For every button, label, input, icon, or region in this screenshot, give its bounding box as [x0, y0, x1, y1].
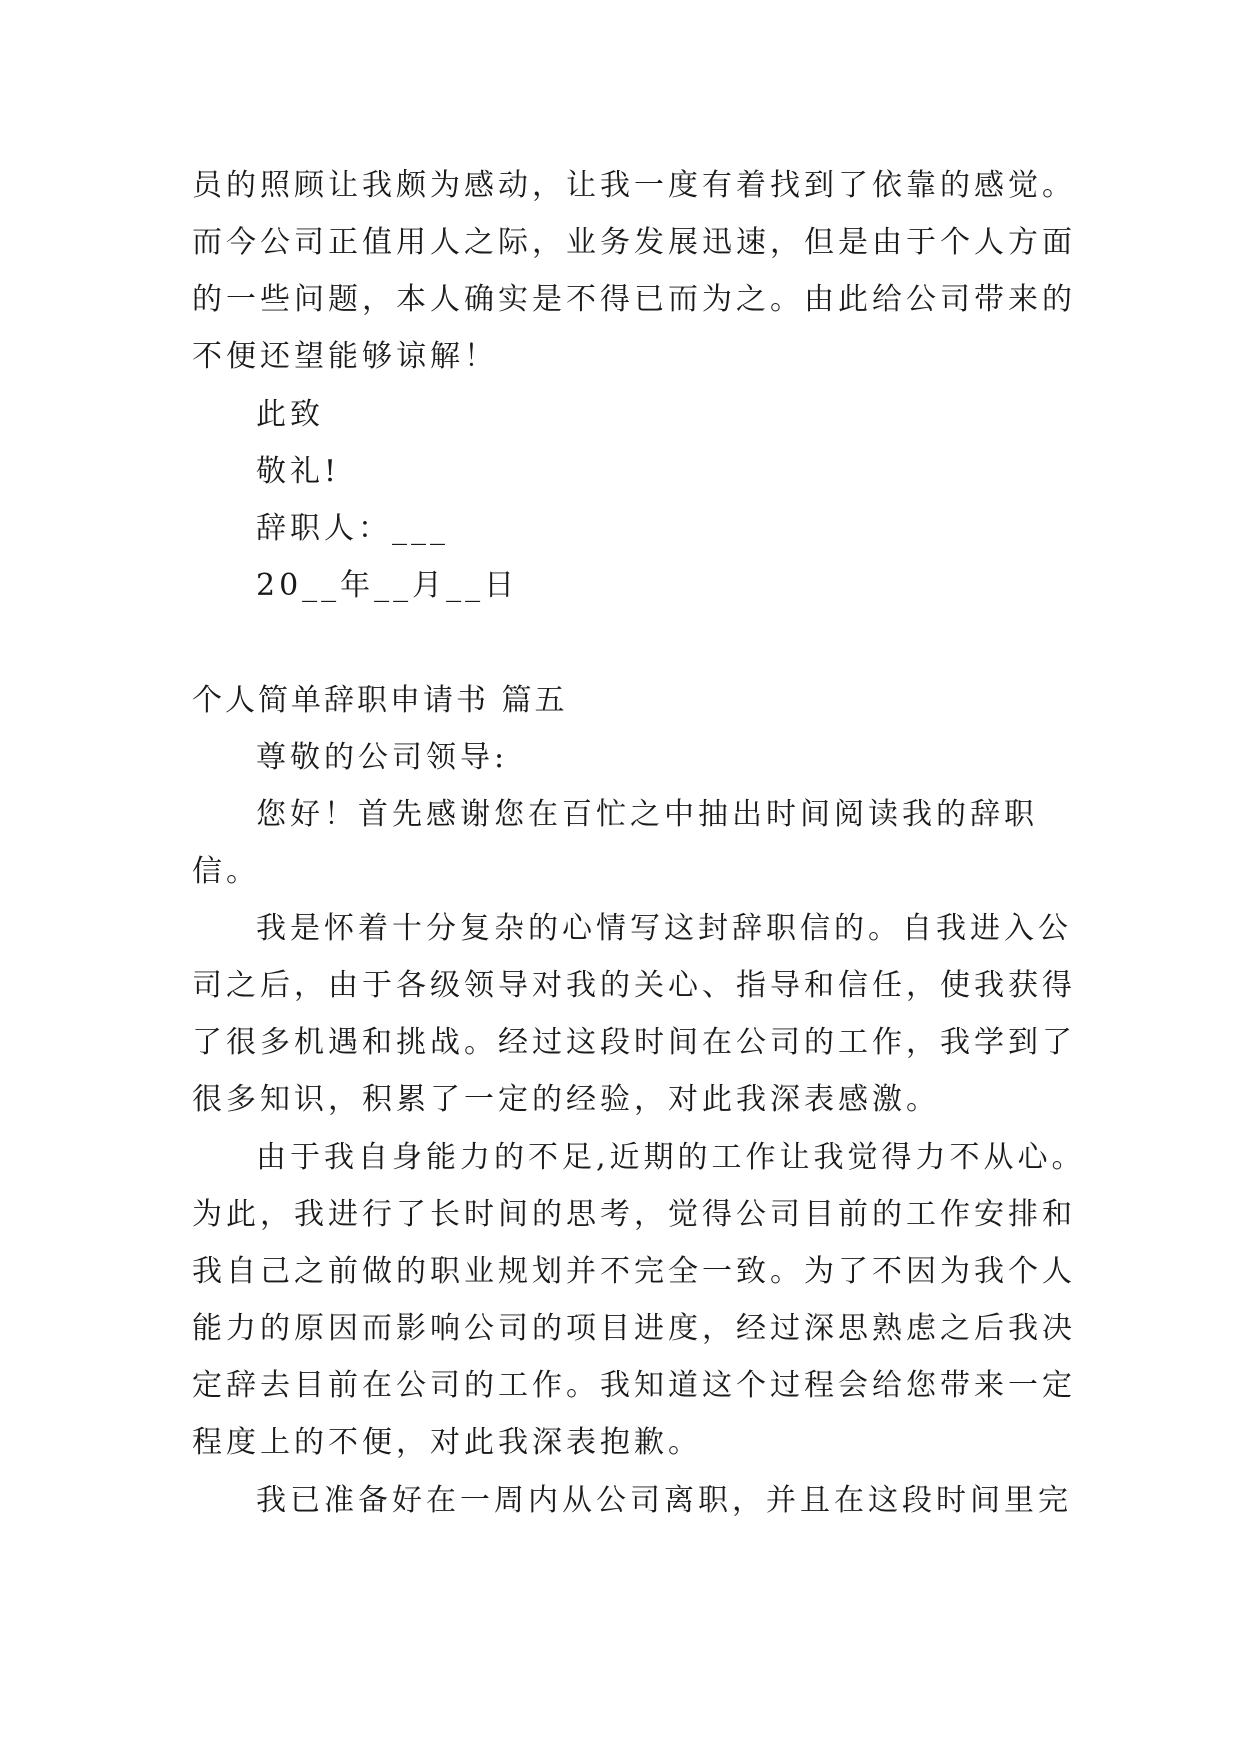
- date-line: 20__年__月__日: [256, 568, 519, 603]
- body-text-line: 员的照顾让我颇为感动，让我一度有着找到了依靠的感觉。: [192, 168, 1076, 203]
- body-text-line: 定辞去目前在公司的工作。我知道这个过程会给您带来一定: [192, 1368, 1076, 1403]
- closing-greeting: 此致: [256, 397, 324, 432]
- body-text-line: 信。: [192, 854, 260, 889]
- body-text-line: 我已准备好在一周内从公司离职，并且在这段时间里完: [256, 1483, 1072, 1518]
- salutation: 尊敬的公司领导:: [256, 740, 509, 775]
- body-text-line: 我是怀着十分复杂的心情写这封辞职信的。自我进入公: [256, 911, 1072, 946]
- signer-line: 辞职人：___: [256, 511, 449, 546]
- body-text-line: 不便还望能够谅解！: [192, 339, 498, 374]
- body-text-line: 能力的原因而影响公司的项目进度，经过深思熟虑之后我决: [192, 1311, 1076, 1346]
- closing-salute: 敬礼!: [256, 454, 341, 489]
- section-title: 个人简单辞职申请书 篇五: [192, 683, 568, 718]
- body-text-line: 司之后，由于各级领导对我的关心、指导和信任，使我获得: [192, 968, 1076, 1003]
- body-text-line: 而今公司正值用人之际，业务发展迅速，但是由于个人方面: [192, 225, 1076, 260]
- body-text-line: 我自己之前做的职业规划并不完全一致。为了不因为我个人: [192, 1254, 1076, 1289]
- body-text-line: 了很多机遇和挑战。经过这段时间在公司的工作，我学到了: [192, 1025, 1076, 1060]
- body-text-line: 的一些问题，本人确实是不得已而为之。由此给公司带来的: [192, 282, 1076, 317]
- body-text-line: 为此，我进行了长时间的思考，觉得公司目前的工作安排和: [192, 1197, 1076, 1232]
- body-text-line: 由于我自身能力的不足,近期的工作让我觉得力不从心。: [256, 1140, 1086, 1175]
- body-text-line: 程度上的不便，对此我深表抱歉。: [192, 1425, 702, 1460]
- body-text-line: 您好！首先感谢您在百忙之中抽出时间阅读我的辞职: [256, 797, 1038, 832]
- body-text-line: 很多知识，积累了一定的经验，对此我深表感激。: [192, 1082, 940, 1117]
